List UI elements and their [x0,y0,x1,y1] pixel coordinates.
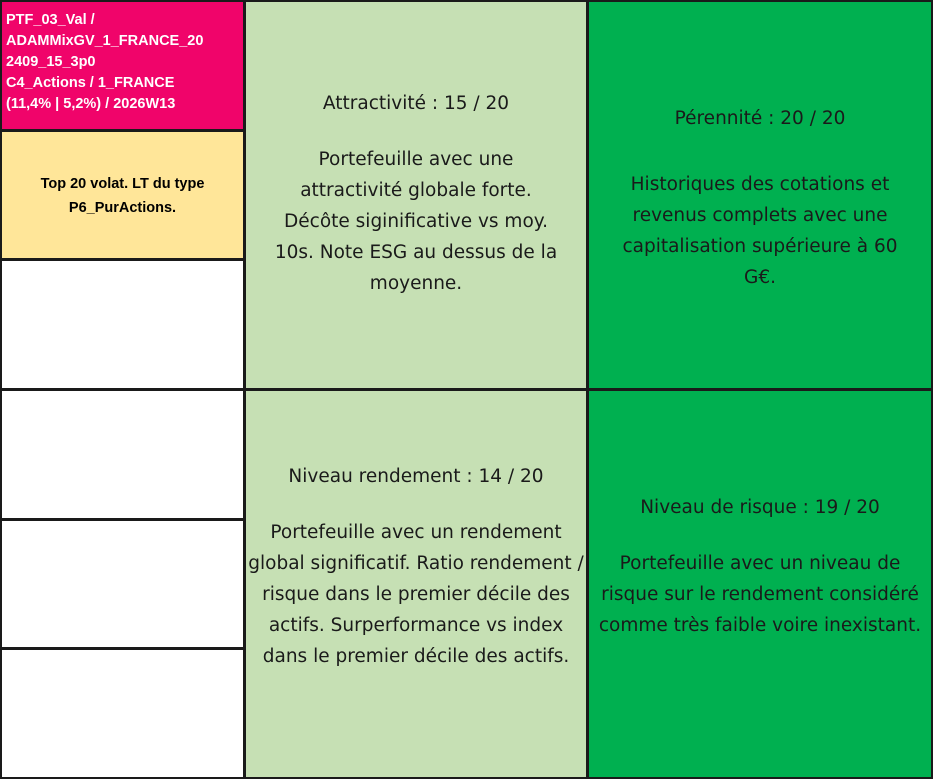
card-perennite-body: Historiques des cotations et revenus complets avec une capitalisation supérieure à 60 G€. [622,174,898,288]
card-rendement [244,389,588,779]
card-rendement-body: Portefeuille avec un rendement global significatif. Ratio rendement / risque dans le premier décile des actifs. Surperformance vs index dans le premier décile des actifs. [248,522,584,667]
portfolio-tag: PTF_03_Val / ADAMMixGV_1_FRANCE_20 2409_15_3p0 C4_Actions / 1_FRANCE (11,4% | 5,2%) / 2026W13 [0,0,245,131]
card-attractivite-body: Portefeuille avec une attractivité globale forte. Décôte siginificative vs moy. 10s. Note ESG au dessus de la moyenne. [274,149,558,294]
card-risque [587,389,933,779]
blank-cell-1 [0,259,245,390]
card-risque-title: Niveau de risque : 19 / 20 [640,497,880,518]
portfolio-subheader [0,130,245,260]
card-attractivite [244,0,588,390]
card-perennite-title: Pérennité : 20 / 20 [674,108,846,129]
blank-cell-3 [0,519,245,649]
card-perennite [587,0,933,390]
card-attractivite-title: Attractivité : 15 / 20 [322,93,510,114]
blank-cell-2 [0,389,245,520]
card-rendement-title: Niveau rendement : 14 / 20 [288,466,544,487]
blank-cell-4 [0,648,245,779]
card-risque-body: Portefeuille avec un niveau de risque sur le rendement considéré comme très faible voire inexistant. [598,553,922,636]
subheader-text: Top 20 volat. LT du type P6_PurActions. [40,176,205,216]
